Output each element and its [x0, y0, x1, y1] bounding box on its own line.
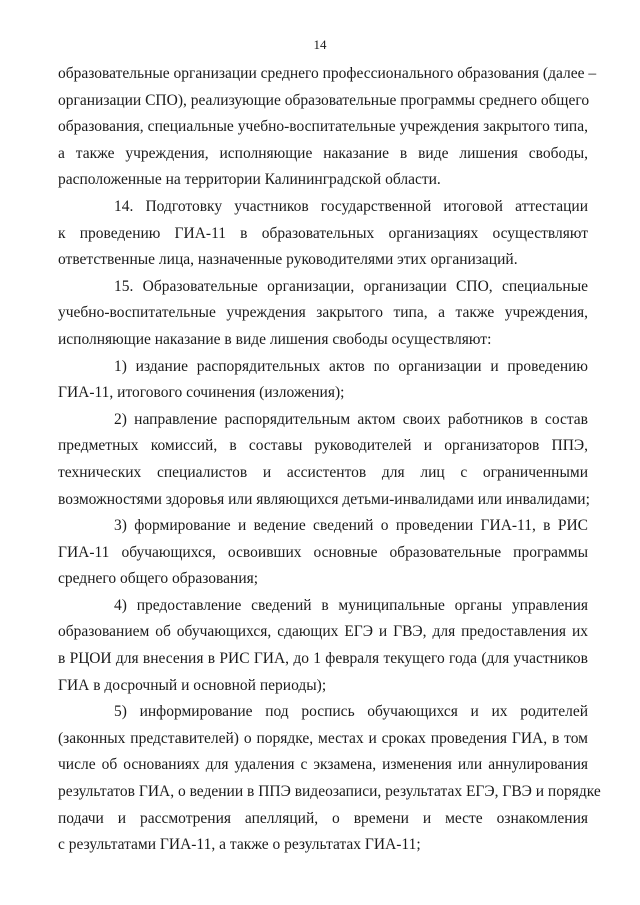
text-line: с результатами ГИА-11, а также о результатах ГИА-11; [58, 836, 421, 854]
list-item-1-line: 1) издание распорядительных актов по организации и проведению [114, 357, 588, 375]
text-line: к проведению ГИА-11 в образовательных организациях осуществляют [58, 224, 588, 242]
list-item-5-line: 5) информирование под роспись обучающихся и их родителей [114, 703, 588, 721]
text-line: технических специалистов и ассистентов для лиц с ограниченными [58, 463, 588, 481]
text-line: ГИА-11 обучающихся, освоивших основные образовательные программы [58, 543, 588, 561]
text-line: ответственные лица, назначенные руководителями этих организаций. [58, 251, 518, 269]
paragraph-14-line: 14. Подготовку участников государственной итоговой аттестации [114, 197, 588, 215]
text-line: образования, специальные учебно-воспитательные учреждения закрытого типа, [58, 118, 588, 136]
text-line: образовательные организации среднего профессионального образования (далее – [58, 65, 597, 82]
text-line: а также учреждения, исполняющие наказание в виде лишения свободы, [58, 144, 588, 162]
text-line: расположенные на территории Калининградской области. [58, 171, 441, 189]
text-line: подачи и рассмотрения апелляций, о времени и месте ознакомления [58, 809, 588, 827]
text-line: учебно-воспитательные учреждения закрытого типа, а также учреждения, [58, 304, 588, 322]
list-item-2-line: 2) направление распорядительным актом своих работников в состав [114, 410, 588, 428]
text-line: среднего общего образования; [58, 570, 259, 588]
text-line: в РЦОИ для внесения в РИС ГИА, до 1 февраля текущего года (для участников [58, 650, 588, 668]
text-line: ГИА-11, итогового сочинения (изложения); [58, 384, 345, 402]
list-item-4-line: 4) предоставление сведений в муниципальные органы управления [114, 596, 588, 614]
text-line: (законных представителей) о порядке, местах и сроках проведения ГИА, в том [58, 729, 588, 747]
page-number: 14 [313, 37, 327, 52]
text-line: предметных комиссий, в составы руководителей и организаторов ППЭ, [58, 437, 588, 455]
list-item-3-line: 3) формирование и ведение сведений о проведении ГИА-11, в РИС [114, 517, 588, 535]
text-line: образованием об обучающихся, сдающих ЕГЭ и ГВЭ, для предоставления их [58, 623, 588, 641]
text-line: ГИА в досрочный и основной периоды); [58, 676, 327, 694]
text-line: организации СПО), реализующие образовательные программы среднего общего [58, 91, 590, 109]
document-body [58, 61, 601, 859]
text-line: возможностями здоровья или являющихся детьми-инвалидами или инвалидами; [58, 490, 590, 508]
paragraph-15-line: 15. Образовательные организации, организации СПО, специальные [114, 277, 588, 295]
text-line: числе об основаниях для удаления с экзамена, изменения или аннулирования [58, 756, 588, 774]
text-line: исполняющие наказание в виде лишения свободы осуществляют: [58, 330, 492, 348]
text-line: результатов ГИА, о ведении в ППЭ видеозаписи, результатах ЕГЭ, ГВЭ и порядке [58, 783, 601, 801]
